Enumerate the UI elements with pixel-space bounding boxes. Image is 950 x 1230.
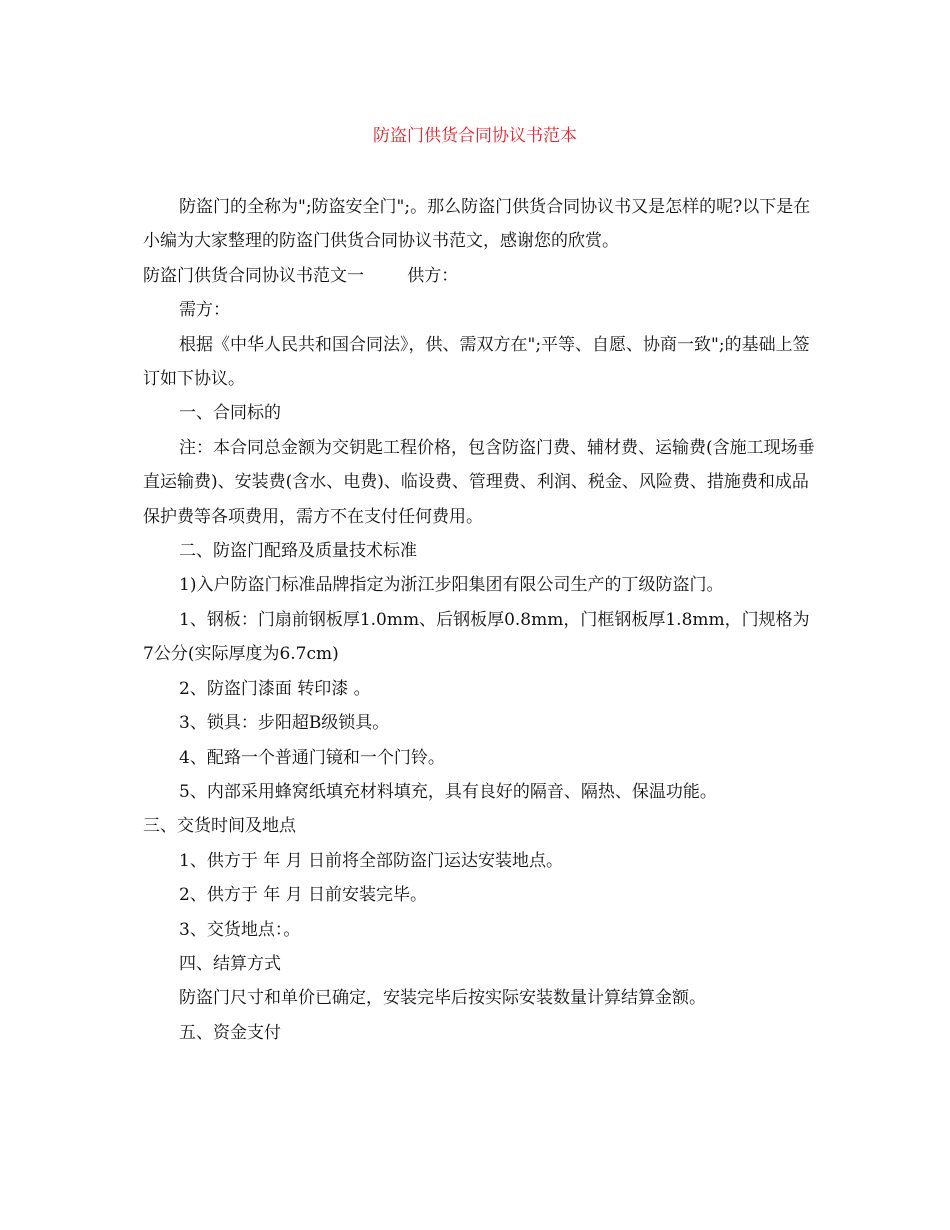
section-heading: 四、结算方式 <box>179 953 281 974</box>
paragraph: 需方： <box>179 300 230 321</box>
list-item: 3、锁具：步阳超B级锁具。 <box>179 713 390 734</box>
paragraph: 防盗门尺寸和单价已确定，安装完毕后按实际安装数量计算结算金额。 <box>179 988 706 1009</box>
list-item: 4、配臵一个普通门镜和一个门铃。 <box>179 747 445 768</box>
list-item: 2、防盗门漆面 转印漆 。 <box>179 678 371 699</box>
section-heading: 一、合同标的 <box>179 403 281 424</box>
paragraph: 根据《中华人民共和国合同法》，供、需双方在";平等、自愿、协商一致";的基础上签订如下协议。 <box>143 334 810 390</box>
list-item: 1、钢板：门扇前钢板厚1.0mm、后钢板厚0.8mm，门框钢板厚1.8mm，门规格为7公分(实际厚度为6.7cm) <box>143 609 810 665</box>
list-item: 1)入户防盗门标准品牌指定为浙江步阳集团有限公司生产的丁级防盗门。 <box>179 575 724 596</box>
section-heading: 五、资金支付 <box>179 1022 281 1043</box>
paragraph: 防盗门的全称为";防盗安全门";。那么防盗门供货合同协议书又是怎样的呢?以下是在小编为大家整理的防盗门供货合同协议书范文，感谢您的欣赏。 <box>143 197 811 252</box>
list-item: 1、供方于 年 月 日前将全部防盗门运达安装地点。 <box>179 850 564 871</box>
list-item: 3、交货地点：。 <box>179 919 301 940</box>
list-item: 5、内部采用蜂窝纸填充材料填充，具有良好的隔音、隔热、保温功能。 <box>179 781 717 802</box>
section-heading: 三、交货时间及地点 <box>143 816 296 837</box>
paragraph: 防盗门供货合同协议书范文一 供方： <box>143 265 459 286</box>
paragraph: 注：本合同总金额为交钥匙工程价格，包含防盗门费、辅材费、运输费(含施工现场垂直运输费)、安装费(含水、电费)、临设费、管理费、利润、税金、风险费、措施费和成品保护费等各项费用，需方不在支付任何费用。 <box>143 437 815 527</box>
section-heading: 二、防盗门配臵及质量技术标准 <box>179 541 417 562</box>
document-body <box>143 190 815 1050</box>
list-item: 2、供方于 年 月 日前安装完毕。 <box>179 885 428 906</box>
document-title: 防盗门供货合同协议书范本 <box>373 126 577 146</box>
